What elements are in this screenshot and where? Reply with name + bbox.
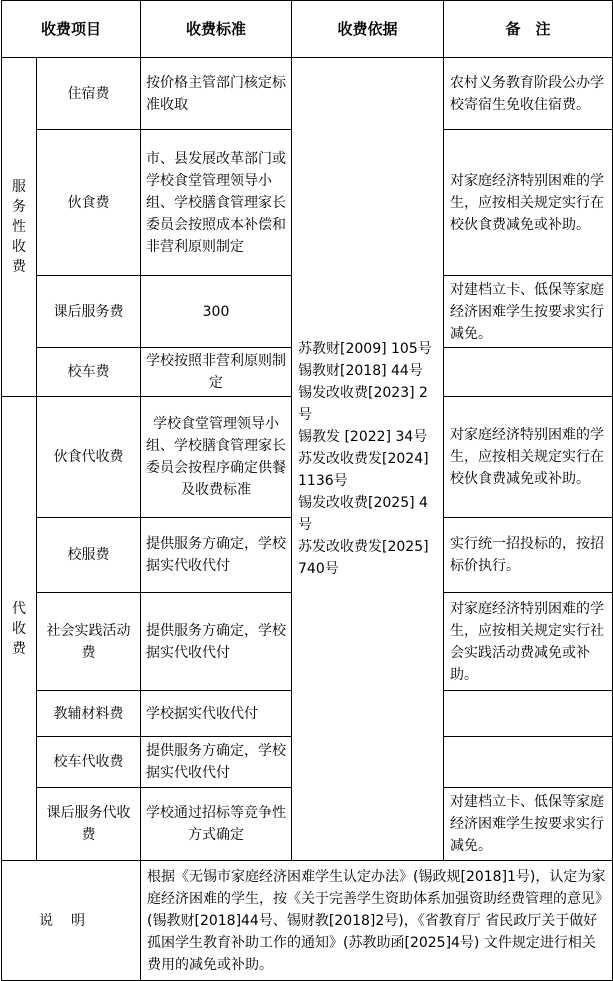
item-name: 教辅材料费 bbox=[37, 691, 141, 737]
item-name: 伙食代收费 bbox=[37, 397, 141, 518]
fee-table bbox=[1, 0, 613, 981]
basis-line: 苏教财[2009] 105号 bbox=[298, 341, 432, 357]
item-name: 住宿费 bbox=[37, 58, 141, 130]
footer-label: 说明 bbox=[2, 861, 141, 981]
footer-row bbox=[2, 861, 613, 981]
item-remark: 对家庭经济特别困难的学生，应按相关规定实行社会实践活动费减免或补助。 bbox=[444, 593, 613, 691]
item-standard: 提供服务方确定，学校据实代收代付 bbox=[141, 593, 292, 691]
header-row bbox=[2, 1, 613, 58]
basis-line: 锡教发 [2022] 34号 bbox=[298, 429, 428, 445]
item-standard: 学校通过招标等竞争性方式确定 bbox=[141, 788, 292, 861]
basis-line: 苏发改收费发[2025]740号 bbox=[298, 539, 429, 577]
group-service: 服务性收费 bbox=[2, 58, 37, 397]
item-remark: 农村义务教育阶段公办学校寄宿生免收住宿费。 bbox=[444, 58, 613, 130]
item-standard: 学校据实代收代付 bbox=[141, 691, 292, 737]
header-item: 收费项目 bbox=[2, 1, 141, 58]
item-standard: 300 bbox=[141, 276, 292, 348]
basis-line: 锡教财[2018] 44号 bbox=[298, 363, 423, 379]
item-name: 社会实践活动费 bbox=[37, 593, 141, 691]
item-remark bbox=[444, 348, 613, 397]
header-remark: 备 注 bbox=[444, 1, 613, 58]
item-remark: 对建档立卡、低保等家庭经济困难学生按要求实行减免。 bbox=[444, 788, 613, 861]
item-name: 课后服务费 bbox=[37, 276, 141, 348]
item-name: 校服费 bbox=[37, 518, 141, 593]
item-remark bbox=[444, 737, 613, 788]
basis-line: 锡发改收费[2025] 4号 bbox=[298, 495, 428, 533]
item-standard: 学校食堂管理领导小组、学校膳食管理家长委员会按程序确定供餐及收费标准 bbox=[141, 397, 292, 518]
basis-line: 锡发改收费[2023] 2号 bbox=[298, 385, 428, 423]
item-name: 校车代收费 bbox=[37, 737, 141, 788]
basis-line: 苏发改收费发[2024]1136号 bbox=[298, 451, 429, 489]
item-remark: 对家庭经济特别困难的学生，应按相关规定实行在校伙食费减免或补助。 bbox=[444, 397, 613, 518]
item-standard: 按价格主管部门核定标准收取 bbox=[141, 58, 292, 130]
footer-text: 根据《无锡市家庭经济困难学生认定办法》(锡政规[2018]1号)，认定为家庭经济困难的学生，按《关于完善学生资助体系加强资助经费管理的意见》(锡教财[2018]44号、锡财教[2018]2号)，《省教育厅 省民政厅关于做好孤困学生教育补助工作的通知》(苏教助函[2025]4号) 文件规定进行相关费用的减免或补助。 bbox=[141, 861, 613, 981]
item-remark bbox=[444, 691, 613, 737]
item-remark: 对建档立卡、低保等家庭经济困难学生按要求实行减免。 bbox=[444, 276, 613, 348]
header-standard: 收费标准 bbox=[141, 1, 292, 58]
item-name: 课后服务代收费 bbox=[37, 788, 141, 861]
item-standard: 提供服务方确定，学校据实代收代付 bbox=[141, 737, 292, 788]
group-agency: 代收费 bbox=[2, 397, 37, 861]
item-standard: 提供服务方确定，学校据实代收代付 bbox=[141, 518, 292, 593]
item-remark: 对家庭经济特别困难的学生，应按相关规定实行在校伙食费减免或补助。 bbox=[444, 130, 613, 276]
header-basis: 收费依据 bbox=[292, 1, 444, 58]
item-remark: 实行统一招投标的，按招标价执行。 bbox=[444, 518, 613, 593]
item-standard: 市、县发展改革部门或学校食堂管理领导小组、学校膳食管理家长委员会按照成本补偿和非营利原则制定 bbox=[141, 130, 292, 276]
item-name: 伙食费 bbox=[37, 130, 141, 276]
item-name: 校车费 bbox=[37, 348, 141, 397]
basis-cell bbox=[292, 58, 444, 861]
item-standard: 学校按照非营利原则制定 bbox=[141, 348, 292, 397]
row-lodging bbox=[2, 58, 613, 130]
